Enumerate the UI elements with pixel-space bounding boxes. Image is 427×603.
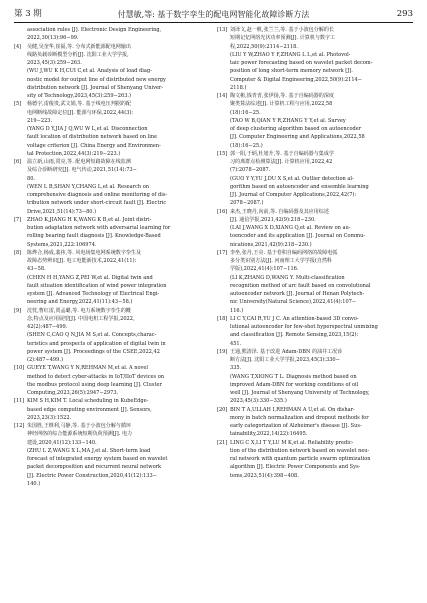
reference-entry (14, 364, 210, 397)
reference-text: 刘译文,赵一帆,张兰兰,等. 基于小波包分解的长 短期记忆网络光伏功率预测[J]. 计算机与数字工 程,2022,50(9):2114−2118. (LIU Y W,ZHAO Y F,ZHANG L L,et al. Photovol- taic power forecasting based on wavelet packet decom- position of long short-term memory network [J]. Computer & Digital Engineering,2022,50(9):2114− 2118.) (230, 27, 373, 91)
reference-text: KIM S H,KIM T. Local scheduling in KubeEdge- based edge computing environment [J]. Sensors, 2023,23(3):1522. (27, 398, 152, 421)
reference-text: ZHAO K,JIANG H K,WANG K B,et al. Joint distri- bution adaptation network with adversarial learning for rolling bearing fault diagnosis [J]. Knowledge-Based Systems,2021,222:106974. (27, 216, 171, 248)
reference-entry (217, 315, 413, 348)
reference-number: [12] (14, 423, 25, 429)
reference-number: [6] (14, 159, 22, 165)
reference-number: [21] (217, 439, 228, 446)
reference-number: [7] (14, 216, 22, 223)
reference-text: 朱国胜,王继利,马静,等. 基于小波包分解与循环 神经网络的综合能源系统短期负荷预测[J]. 电力 建设,2020,41(12):133−140. (ZHU L Z,WANG X L,MA J,et al. Short-term load forecast of integrated energy system based on wavelet packet decomposition and recurrent neural network [J]. Electric Power Construction,2020,41(12):133− 140.) (27, 423, 168, 487)
reference-text: 杨德宇,雷俊贵,武文娟,等. 基于线电压判据的配 电网断线故障定位[J]. 能源与环保,2022,44(3): 219−223. (YANG D Y,JIA J Q,WU W L,et al. Disconnection fault location of distribution network based on line voltage criterion [J]. China Energy and Environmen- tal Protection,2022,44(3):219−223.) (27, 101, 161, 157)
reference-entry (14, 249, 210, 307)
reference-text: 吴健,吴奎华,崔福,等. 分布式新能源配电网输出 线路负载诊断模型分析[J]. 沈阳工业大学学报, 2023,45(3):259−263. (WU J,WU K H,CUI C,et al. Analysis of load diag- nostic model for output line of distributed new energy distribution network [J]. Journal of Shenyang Univer- sity of Technology,2023,45(3):259−263.) (27, 43, 166, 99)
reference-number: [20] (217, 406, 228, 413)
reference-entry (14, 307, 210, 365)
reference-number: [18] (217, 315, 228, 322)
reference-entry (14, 26, 210, 43)
reference-text: association rules [J]. Electronic Design Engineering, 2022,30(13):96−99. (27, 27, 162, 42)
reference-entry (14, 158, 210, 216)
reference-number: [5] (14, 101, 22, 108)
reference-text: 陶文彬,钱青青,张伊扬,等. 基于自编码器的深度 聚类算法综述[J]. 计算机工程与应用,2022,58 (18):16−25. (TAO W B,QIAN Y R,ZHANG Y Y,et al. Survey of deep clustering algorithm based on autoencoder [J]. Computer Engineering and Applications,2022,58 (18):16−25.) (230, 93, 365, 149)
reference-entry (217, 348, 413, 406)
reference-entry (14, 100, 210, 158)
reference-number: [14] (217, 93, 228, 99)
reference-text: 李坐,张丹,王亮. 基于卷积自编码网络的故障电弧 多分类识别方法[J]. 河南理工大学学报(自然科 学版),2022,41(4):107−116. (LI K,ZHANG D,WANG Y. Multi-classification recognition method of arc fault based on convolutional autoencoder network [J]. Journal of Henan Polytech- nic University(Natural Science),2022,41(4):107− 116.) (230, 249, 371, 314)
reference-entry (217, 406, 413, 439)
reference-entry (217, 92, 413, 150)
reference-text: 郭一阳,于炳,杜旭升,等. 基于自编码器与集成学 习的离群点检测算法[J]. 计算机应用,2022,42 (7):2078−2087. (GUO Y Y,YU J,DU X S,et al. Outlier detection al- gorithm based on autoencoder and ensemble learning [J]. Journal of Computer Applications,2022,42(7): 2078−2087.) (230, 150, 369, 207)
header-rule (14, 22, 413, 23)
references-right-column (217, 26, 413, 480)
reference-entry (217, 249, 413, 315)
reference-number: [19] (217, 348, 228, 355)
reference-text: 沈忱,曹红雷,贾孟璐,等. 电力系统数字孪生的概 念,特点及应用展望[J]. 中国电机工程学报,2022, 42(2):487−499. (SHEN C,CAO Q N,JIA M S,et al. Concepts,charac- teristics and prospects of application of digital twin in power system [J]. Proceedings of the CSEE,2022,42 (2):487−499.) (27, 307, 166, 363)
reference-entry (217, 208, 413, 249)
reference-entry (217, 439, 413, 480)
references-left-column (14, 26, 210, 488)
reference-number: [16] (217, 208, 228, 215)
reference-number: [17] (217, 249, 228, 256)
reference-text: LING C X,LI T Y,LU M K,et al. Reliability predic- tion of the distribution network based on wavelet neu- ral network with quantum particle swarm optimization algorithm [J]. Electric Power Components and Sys- tems,2023,51(4):398−408. (230, 439, 371, 479)
page-header (14, 8, 413, 21)
reference-entry (14, 422, 210, 488)
reference-number: [13] (217, 27, 228, 33)
reference-entry (14, 216, 210, 249)
reference-entry (14, 397, 210, 422)
issue-label: 第 3 期 (14, 9, 42, 19)
running-title: 付慧敏,等: 基于数字孪生的配电网智能化故障诊断方法 (117, 10, 310, 19)
reference-number: [4] (14, 43, 22, 50)
reference-text: LI C Y,CAI R,YU J C. An attention-based 3D convo- lutional autoencoder for few-shot hyperspectral unmixing and classification [J]. Remote Sensing,2023,15(2): 451. (230, 315, 378, 347)
reference-number: [9] (14, 307, 22, 314)
page-number: 293 (396, 9, 413, 19)
reference-entry (14, 43, 210, 101)
reference-number: [8] (14, 249, 22, 256)
reference-entry (217, 26, 413, 92)
reference-text: 陈烨合,杨成,裴祎,等. 风电场集电网系统数字孪生及 故障态势辨识[J]. 电工电能新技术,2022,41(11): 43−58. (CHEN H H,YANG Z,PEI W,et al. Digital twin and fault situation identification of wind power integration system [J]. Advanced Technology of Electrical Engi- neering and Energy,2022,41(11):43−58.) (27, 249, 167, 306)
reference-text: 王通,熊清泽. 基于改进 Adam-DBN 的油井工况诊 断方法[J]. 沈阳工业大学学报,2023,45(3):330− 335. (WANG T,XIONG T L. Diagnosis method based on improved Adam-DBN for working conditions of oil well [J]. Journal of Shenyang University of Technology, 2023,45(3):330−335.) (230, 348, 370, 405)
reference-number: [11] (14, 398, 25, 405)
reference-number: [15] (217, 150, 228, 157)
reference-text: 来杰,王晓丹,向前,等. 自编码器及其应用综述 [J]. 通信学报,2021,42(9):218−230. (LAI J,WANG X D,XIANG Q,et al. Review on au- toencoder and its application [J]. Journal on Commu- nications,2021,42(9):218−230.) (230, 208, 366, 248)
reference-number: [10] (14, 365, 25, 372)
reference-text: BIN T A,ULLAH I,REHMAN A U,et al. On dishar- mony in batch normalization and dropout methods for early categorization of Alzheimer's disease [J]. Sus- tainability,2022,14(22):16495. (230, 406, 369, 438)
reference-entry (217, 150, 413, 208)
reference-text: 温立新,山雨,常亮,等. 配电网短路故障在线监测 及综合诊断研究[J]. 电气传动,2021,51(14):73− 80. (WEN L B,SHAN Y,CHANG L,et al. Research on comprehensive diagnosis and online monitoring of dis- tribution network under short-circuit fault [J]. Electric Drive,2021,51(14):73−80.) (27, 159, 168, 215)
reference-text: GUEYE T,WANG Y N,REHMAN M,et al. A novel method to detect cyber-attacks in IoT/IIoT devices on the modbus protocol using deep learning [J]. Cluster Computing,2023,26(5):2947−2973. (27, 365, 164, 396)
